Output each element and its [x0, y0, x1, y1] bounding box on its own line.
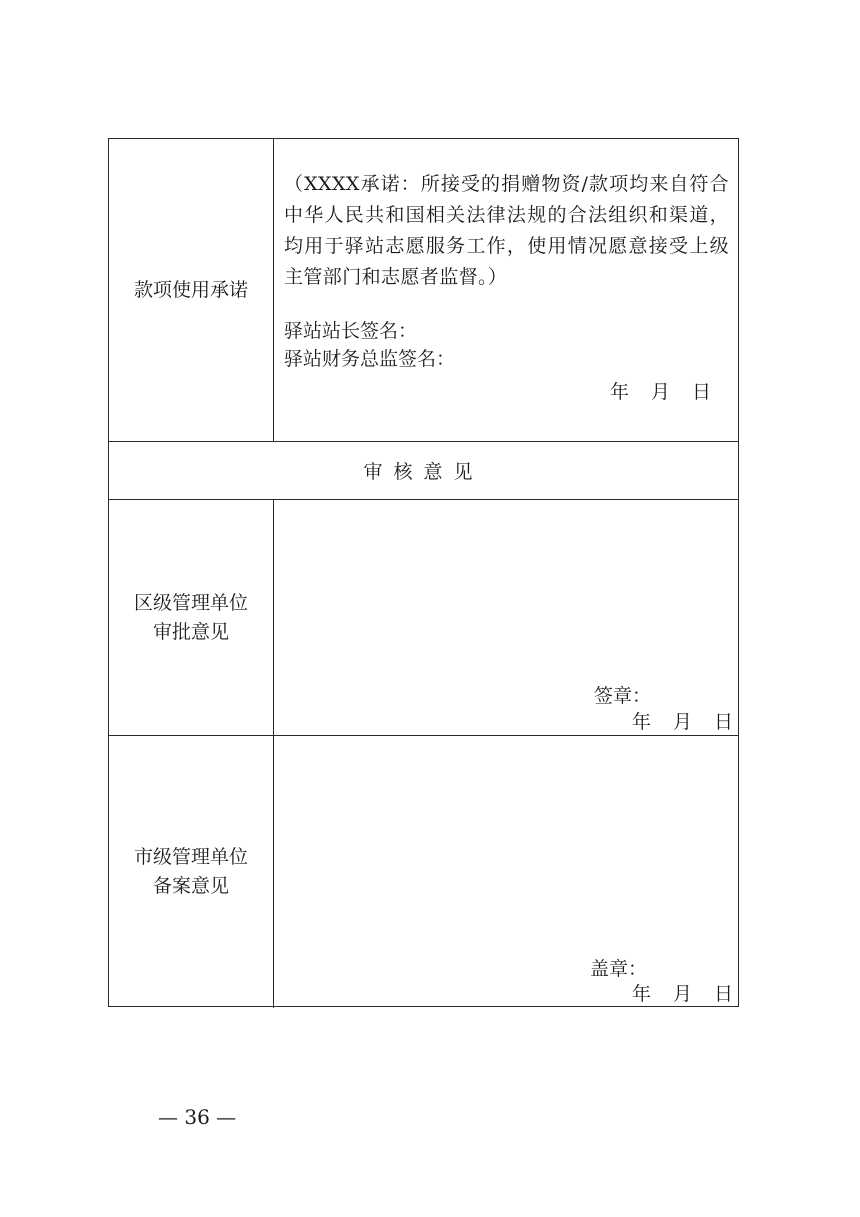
district-label-line1: 区级管理单位 [133, 591, 248, 614]
review-header-title: 审核意见 [363, 461, 484, 483]
city-date-field [632, 981, 733, 1007]
pledge-date-field [610, 379, 711, 405]
district-stamp-label: 签章： [594, 685, 652, 707]
date-year-label: 年 [632, 711, 652, 733]
city-filing-row [109, 736, 738, 1008]
date-day-label: 日 [714, 983, 734, 1005]
date-month-label: 月 [651, 381, 671, 403]
pledge-label: 款项使用承诺 [109, 139, 274, 441]
page-number: — 36 — [158, 1105, 237, 1129]
date-day-label: 日 [714, 711, 734, 733]
city-stamp-label: 盖章： [590, 958, 648, 980]
date-month-label: 月 [673, 711, 693, 733]
city-filing-content [274, 736, 738, 1008]
donation-form-table [108, 138, 739, 1007]
finance-director-signature-field: 驿站财务总监签名： [284, 348, 456, 370]
pledge-content-cell [274, 139, 738, 441]
district-approval-row [109, 500, 738, 736]
district-label-line2: 审批意见 [152, 620, 229, 643]
city-label-line1: 市级管理单位 [133, 846, 248, 868]
district-date-field [632, 709, 733, 735]
district-approval-content [274, 500, 738, 735]
date-year-label: 年 [632, 983, 652, 1005]
date-month-label: 月 [673, 983, 693, 1005]
date-day-label: 日 [692, 381, 712, 403]
pledge-row [109, 139, 738, 442]
pledge-statement: （XXXX承诺：所接受的捐赠物资/款项均来自符合中华人民共和国相关法律法规的合法组织和渠道，均用于驿站志愿服务工作，使用情况愿意接受上级主管部门和志愿者监督。） [284, 173, 729, 288]
city-label-line2: 备案意见 [152, 875, 229, 897]
city-filing-label [109, 736, 274, 1008]
date-year-label: 年 [610, 381, 630, 403]
review-header-row [109, 442, 738, 500]
station-master-signature-field: 驿站站长签名： [284, 320, 418, 342]
district-approval-label [109, 500, 274, 735]
